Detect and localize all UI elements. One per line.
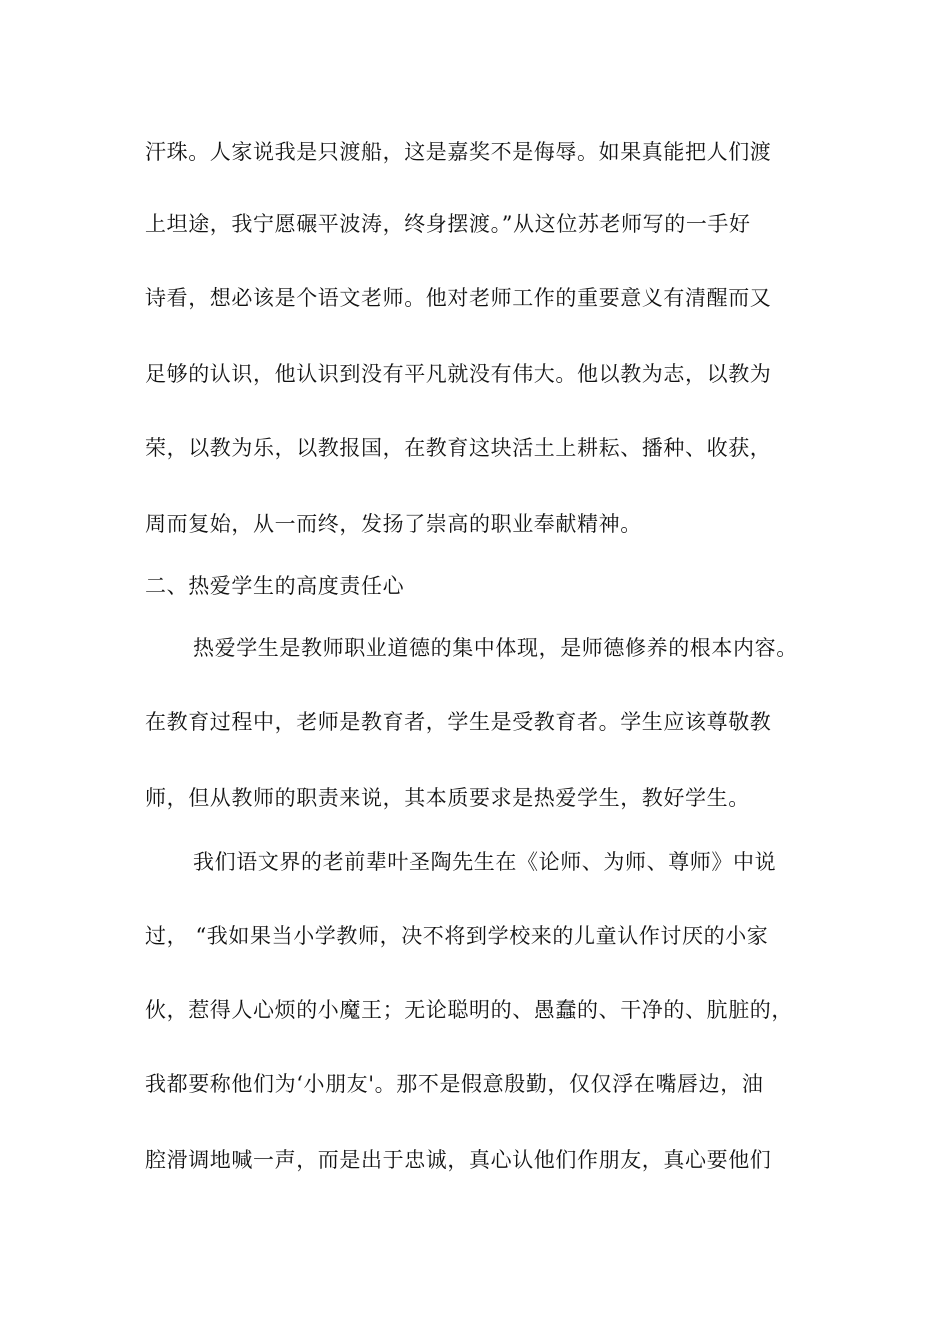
text-line: 伙，惹得人心烦的小魔王；无论聪明的、愚蠢的、干净的、肮脏的， bbox=[145, 998, 793, 1022]
text-line: 上坦途，我宁愿碾平波涛，终身摆渡。”从这位苏老师写的一手好 bbox=[145, 212, 751, 236]
text-line: 足够的认识，他认识到没有平凡就没有伟大。他以教为志，以教为 bbox=[145, 362, 772, 386]
text-line: 荣，以教为乐，以教报国，在教育这块活土上耕耘、播种、收获， bbox=[145, 436, 772, 460]
paragraph-first-line: 热爱学生是教师职业道德的集中体现，是师德修养的根本内容。 bbox=[193, 636, 798, 660]
text-line: 我都要称他们为‘小朋友'。那不是假意殷勤，仅仅浮在嘴唇边，油 bbox=[145, 1072, 764, 1096]
text-line: 腔滑调地喊一声，而是出于忠诚，真心认他们作朋友，真心要他们 bbox=[145, 1148, 772, 1172]
text-line: 师，但从教师的职责来说，其本质要求是热爱学生，教好学生。 bbox=[145, 786, 750, 810]
text-line: 周而复始，从一而终，发扬了崇高的职业奉献精神。 bbox=[145, 512, 642, 536]
paragraph-first-line: 我们语文界的老前辈叶圣陶先生在《论师、为师、尊师》中说 bbox=[193, 850, 777, 874]
text-line: 诗看，想必该是个语文老师。他对老师工作的重要意义有清醒而又 bbox=[145, 286, 772, 310]
text-line: 汗珠。人家说我是只渡船，这是嘉奖不是侮辱。如果真能把人们渡 bbox=[145, 140, 772, 164]
section-heading: 二、热爱学生的高度责任心 bbox=[145, 574, 405, 598]
text-line: 在教育过程中，老师是教育者，学生是受教育者。学生应该尊敬教 bbox=[145, 710, 772, 734]
text-line: 过， “我如果当小学教师，决不将到学校来的儿童认作讨厌的小家 bbox=[145, 924, 769, 948]
